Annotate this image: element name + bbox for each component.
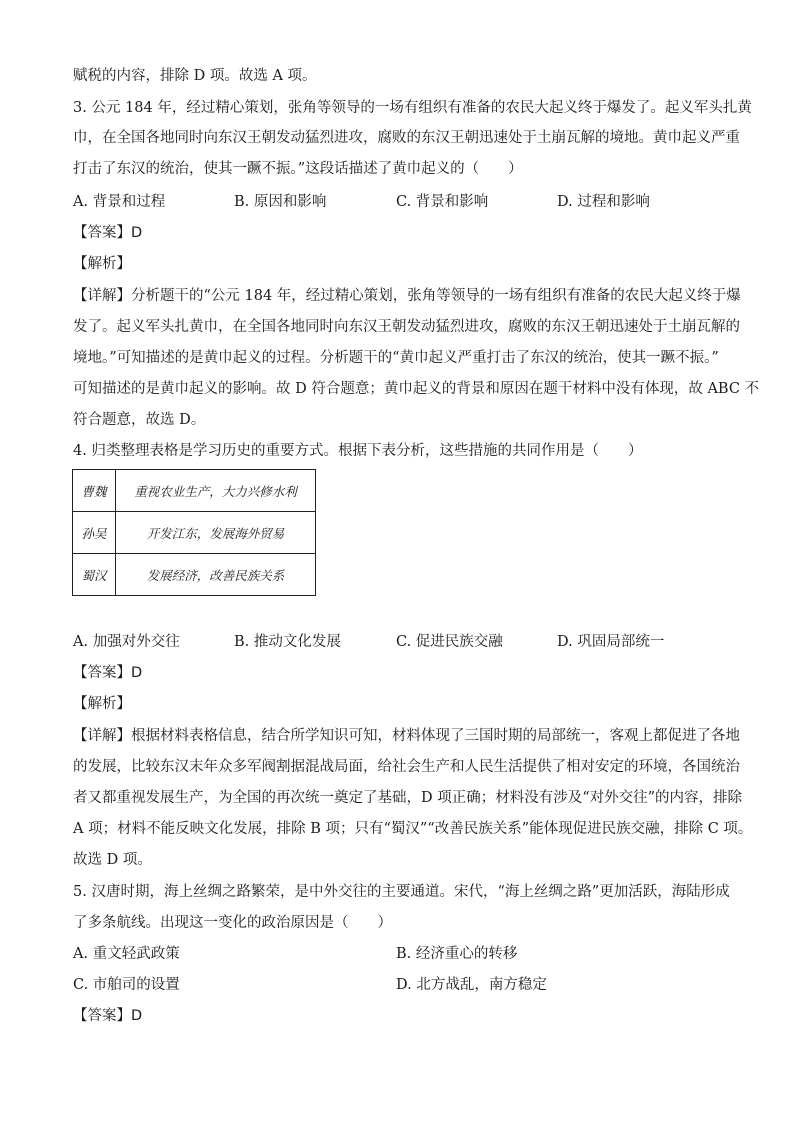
q3-stem-line-2: 巾，在全国各地同时向东汉王朝发动猛烈进攻，腐败的东汉王朝迅速处于土崩瓦解的境地。黄巾起义严重 xyxy=(73,130,740,146)
table-cell-measure: 重视农业生产，大力兴修水利 xyxy=(116,470,316,512)
q2-conclusion: 赋税的内容，排除 D 项。故选 A 项。 xyxy=(73,68,317,84)
q3-detail-line-5: 符合题意，故选 D。 xyxy=(73,412,206,428)
table-row xyxy=(73,470,316,512)
table-row xyxy=(73,554,316,596)
q5-stem-line-2: 了多条航线。出现这一变化的政治原因是（ ） xyxy=(73,915,392,931)
q4-option-a: A. 加强对外交往 xyxy=(73,634,180,650)
q3-option-b: B. 原因和影响 xyxy=(234,194,327,210)
q3-detail-line-1: 【详解】分析题干的“公元 184 年，经过精心策划，张角等领导的一场有组织有准备的农民大起义终于爆 xyxy=(73,288,741,304)
q4-option-d: D. 巩固局部统一 xyxy=(557,634,665,650)
q5-answer: 【答案】D xyxy=(73,1008,143,1024)
q3-option-c: C. 背景和影响 xyxy=(396,194,489,210)
q3-stem-line-1: 3. 公元 184 年，经过精心策划，张角等领导的一场有组织有准备的农民大起义终于爆发了。起义军头扎黄 xyxy=(73,100,752,116)
q5-option-d: D. 北方战乱，南方稳定 xyxy=(396,977,547,993)
table-cell-measure: 发展经济，改善民族关系 xyxy=(116,554,316,596)
q5-option-b: B. 经济重心的转移 xyxy=(396,946,518,962)
q3-option-a: A. 背景和过程 xyxy=(73,194,166,210)
q3-answer: 【答案】D xyxy=(73,225,143,241)
table-cell-measure: 开发江东，发展海外贸易 xyxy=(116,512,316,554)
q3-analysis-label: 【解析】 xyxy=(73,256,131,272)
table-cell-state: 蜀汉 xyxy=(73,554,116,596)
q4-detail-line-4: A 项；材料不能反映文化发展，排除 B 项；只有“蜀汉”“改善民族关系”能体现促进民族交融，排除 C 项。 xyxy=(73,821,753,837)
q5-option-a: A. 重文轻武政策 xyxy=(73,946,180,962)
q4-measures-table xyxy=(72,469,316,596)
q4-option-b: B. 推动文化发展 xyxy=(234,634,341,650)
q5-option-c: C. 市舶司的设置 xyxy=(73,977,180,993)
q4-detail-line-2: 的发展，比较东汉末年众多军阀割据混战局面，给社会生产和人民生活提供了相对安定的环境，各国统治 xyxy=(73,759,740,775)
q3-detail-line-2: 发了。起义军头扎黄巾，在全国各地同时向东汉王朝发动猛烈进攻，腐败的东汉王朝迅速处于土崩瓦解的 xyxy=(73,319,740,335)
table-row xyxy=(73,512,316,554)
q4-detail-line-1: 【详解】根据材料表格信息，结合所学知识可知，材料体现了三国时期的局部统一，客观上都促进了各地 xyxy=(73,728,740,744)
q3-option-d: D. 过程和影响 xyxy=(557,194,650,210)
table-cell-state: 孙吴 xyxy=(73,512,116,554)
q4-detail-line-3: 者又都重视发展生产，为全国的再次统一奠定了基础，D 项正确；材料没有涉及“对外交往”的内容，排除 xyxy=(73,790,743,806)
q3-detail-line-3: 境地。”可知描述的是黄巾起义的过程。分析题干的“黄巾起义严重打击了东汉的统治，使其一蹶不振。” xyxy=(73,350,719,366)
q4-detail-line-5: 故选 D 项。 xyxy=(73,852,152,868)
q3-detail-line-4: 可知描述的是黄巾起义的影响。故 D 符合题意；黄巾起义的背景和原因在题干材料中没有体现，故 ABC 不 xyxy=(73,381,760,397)
q5-stem-line-1: 5. 汉唐时期，海上丝绸之路繁荣，是中外交往的主要通道。宋代，“海上丝绸之路”更加活跃，海陆形成 xyxy=(73,884,730,900)
table-cell-state: 曹魏 xyxy=(73,470,116,512)
q3-stem-line-3: 打击了东汉的统治，使其一蹶不振。”这段话描述了黄巾起义的（ ） xyxy=(73,161,523,177)
q4-answer: 【答案】D xyxy=(73,665,143,681)
q4-analysis-label: 【解析】 xyxy=(73,696,131,712)
q4-option-c: C. 促进民族交融 xyxy=(396,634,503,650)
q4-stem: 4. 归类整理表格是学习历史的重要方式。根据下表分析，这些措施的共同作用是（ ） xyxy=(73,443,643,459)
